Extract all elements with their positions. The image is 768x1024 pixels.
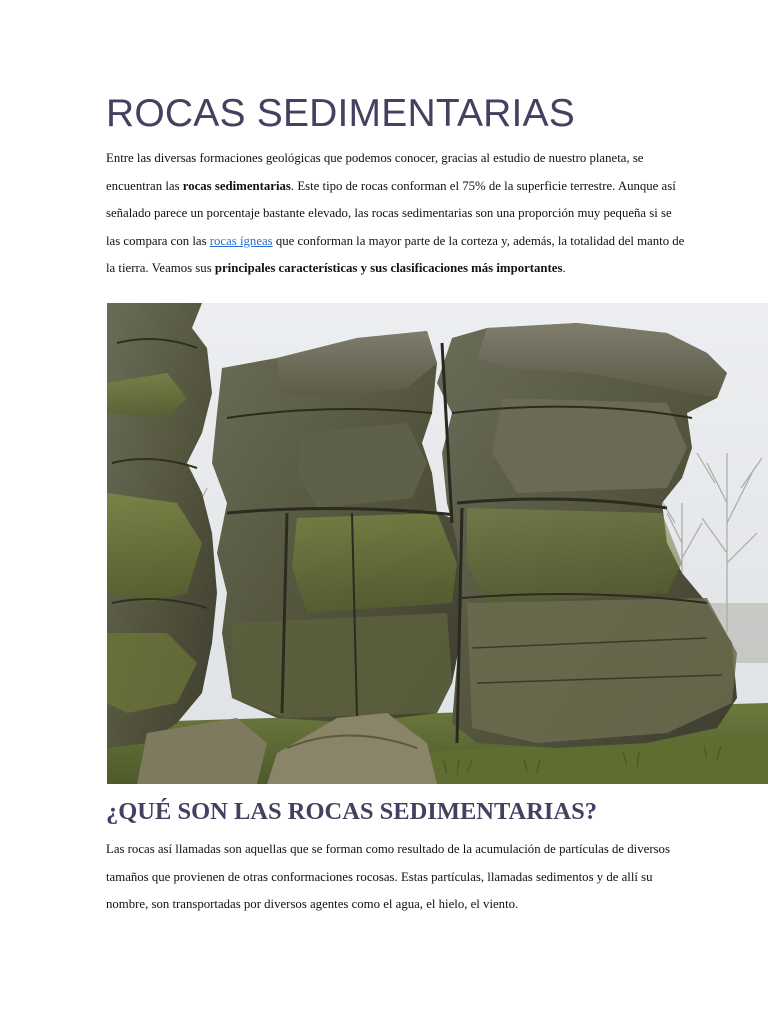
intro-bold-2: principales características y sus clasificaciones más importantes (214, 261, 563, 275)
intro-text-2: . Este tipo de rocas conforman el 75% de la superficie terrestre. Aunque así señalado parece un porcentaje bastante elevado, las rocas sedimentarias son una proporción muy pequeña si se las compara con las (106, 178, 676, 248)
section-heading: ¿QUÉ SON LAS ROCAS SEDIMENTARIAS? (106, 798, 598, 825)
section-paragraph: Las rocas así llamadas son aquellas que se forman como resultado de la acumulación de partículas de diversos tamaños que provienen de otras conformaciones rocosas. Estas partículas, llamadas sedimentos y de allí su nombre, son transportadas por diversos agentes como el agua, el hielo, el viento. (106, 842, 670, 911)
intro-paragraph (106, 145, 686, 283)
rock-formation-image (107, 303, 768, 784)
intro-text-1: Entre las diversas formaciones geológicas que podemos conocer, gracias al estudio de nuestro planeta, se encuentran las (106, 151, 644, 193)
intro-bold-1: rocas sedimentarias (182, 178, 291, 193)
rock-formation-photo (107, 303, 768, 784)
igneous-rocks-link[interactable]: rocas ígneas (209, 233, 273, 248)
intro-text-4: . (562, 261, 566, 275)
intro-text-3: que conforman la mayor parte de la corteza y, además, la totalidad del manto de la tierra. Veamos sus (106, 233, 685, 275)
page-title: ROCAS SEDIMENTARIAS (106, 92, 575, 135)
